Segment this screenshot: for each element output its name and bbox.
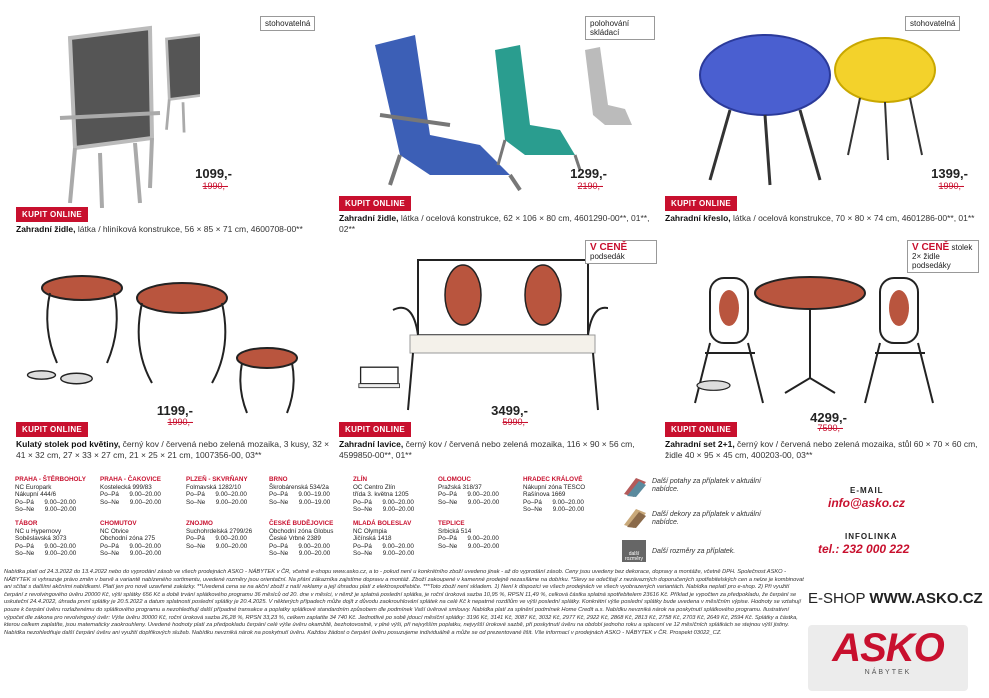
store-line: Kostelecká 999/83 [100, 483, 152, 491]
store-block [438, 520, 522, 550]
store-city: ČESKÉ BUDĚJOVICE [269, 520, 334, 527]
store-city: CHOMUTOV [100, 520, 137, 527]
store-line: So–Ne 9.00–20.00 [269, 550, 331, 557]
product-name: Zahradní židle, [339, 213, 399, 223]
store-block [186, 476, 270, 506]
eshop-link[interactable] [808, 590, 983, 607]
store-line: Nákupní 444/6 [15, 491, 56, 498]
store-line: So–Ne 9.00–20.00 [438, 542, 500, 550]
store-line: Nákupní zóna TESCO [523, 483, 586, 491]
logo-text: ASKO [832, 626, 944, 670]
store-line: třída 3. května 1205 [353, 491, 409, 498]
store-block [269, 520, 353, 558]
store-block [353, 520, 437, 558]
buy-online-button[interactable]: KUPIT ONLINE [339, 196, 411, 211]
store-line: Obchodní zóna Globus [269, 527, 334, 535]
product-description [339, 213, 651, 235]
tag-text: podsedák [590, 252, 625, 261]
store-line: Po–Pá 9.00–20.00 [353, 542, 414, 550]
product-name: Zahradní lavice, [339, 439, 404, 449]
store-block [438, 476, 522, 506]
decor-swatch-icon [622, 507, 648, 529]
store-city: ZLÍN [353, 476, 367, 483]
product-old-price: 5990,- [502, 417, 528, 427]
store-line: Škrobárenská 534/2a [269, 483, 329, 491]
store-city: MLADÁ BOLESLAV [353, 520, 412, 527]
fabric-swatch-icon [622, 476, 648, 498]
product-name: Zahradní set 2+1, [665, 439, 735, 449]
store-line: So–Ne 9.00–20.00 [523, 506, 585, 513]
phone-number[interactable]: tel.: 232 000 222 [818, 542, 910, 556]
store-line: So–Ne 9.00–20.00 [100, 498, 162, 506]
tag-included: V CENĚ [590, 242, 628, 253]
store-line: So–Ne 9.00–20.00 [15, 550, 77, 557]
sizes-icon: další rozměry [622, 540, 646, 562]
store-line: Obchodní zóna 275 [100, 535, 155, 542]
store-line: Po–Pá 9.00–20.00 [438, 535, 499, 542]
garden-bench-image [338, 250, 608, 420]
store-line: So–Ne 9.00–19.00 [269, 498, 331, 506]
product-name: Zahradní křeslo, [665, 213, 731, 223]
product-name: Kulatý stolek pod květiny, [16, 439, 121, 449]
store-line: NC Europark [15, 483, 52, 491]
store-line: So–Ne 9.00–20.00 [100, 550, 162, 557]
product-description [16, 439, 336, 461]
store-city: OLOMOUC [438, 476, 471, 483]
product-old-price: 2190,- [577, 181, 603, 191]
store-line: OC Centro Zlín [353, 483, 396, 491]
store-city: PLZEŇ - SKVRŇANY [186, 476, 248, 483]
store-line: Po–Pá 9.00–20.00 [186, 535, 247, 542]
product-spec: látka / hliníková konstrukce, 56 × 85 × 71 cm, 4600708-00** [75, 224, 303, 234]
store-line: Srbická 514 [438, 527, 472, 535]
garden-chair-gray-image [40, 18, 200, 208]
store-line: So–Ne 9.00–20.00 [353, 550, 415, 557]
product-spec: černý kov / červená nebo zelená mozaika, stůl 60 × 70 × 60 cm, židle 40 × 95 × 45 cm, 400203-00, 03** [665, 439, 978, 460]
product-old-price: 1990,- [167, 417, 193, 427]
store-line: Po–Pá 9.00–20.00 [100, 542, 161, 550]
product-spec: látka / ocelová konstrukce, 62 × 106 × 80 cm, 4601290-00**, 01**, 02** [339, 213, 650, 234]
product-price: 1399,- [931, 166, 968, 181]
product-description [339, 439, 659, 461]
product-description [665, 439, 980, 461]
product-tag [585, 240, 657, 264]
store-line: NC u Hypernovy [15, 527, 62, 535]
legend-sizes: Další rozměry za příplatek. [652, 548, 736, 555]
store-line: So–Ne 9.00–20.00 [438, 498, 500, 506]
store-line: České Vrbné 2389 [269, 535, 321, 542]
buy-online-button[interactable]: KUPIT ONLINE [16, 207, 88, 222]
tag-text: 2× židle podsedáky [912, 252, 951, 270]
product-spec: látka / ocelová konstrukce, 70 × 80 × 74 cm, 4601286-00**, 01** [730, 213, 975, 223]
tag-included: V CENĚ [912, 242, 950, 253]
store-line: So–Ne 9.00–20.00 [353, 506, 415, 513]
product-tag: stohovatelná [905, 16, 960, 31]
buy-online-button[interactable]: KUPIT ONLINE [16, 422, 88, 437]
legal-notice: Nabídka platí od 24.3.2022 do 13.4.2022 nebo do vyprodání zásob ve všech prodejnách ASKO - NÁBYTEK v ČR, včetně e-shopu www.asko.cz, a to - pokud není u konkrétního zboží uvedeno jinak - až do vyprodání zásob. Ceny jsou uvedeny bez dekorace, dopravy a montáže, včetně DPH. Společnost ASKO - NÁBYTEK si vyhrazuje právo změn v barvě a variantě nabízeného sortimentu, uvedené rozměry jsou orientační. Na přání zákazníka zajistíme dopravu a montáž. Zboží zakoupené v kamenné prodejně nezasíláme na dobírku. *Slevy se odečítají z nezávazných doporučených spotřebitelských cen a nelze je kombinovat ani sčítat s dalšími akčními nabídkami. Platí jen pro nově uzavřené zakázky. **Uvedená cena se na akční zboží z naší reklamy a její úhradou platí z elektrospotřebiče. ***Toto zboží není skladem. 1) Není k dispozici ve všech prodejnách ve všech vyobrazených variantách. Nabídka neplatí pro e-shop. 2) Při využití čerpání z revolvingového úvěru 20000 Kč, výši splátky 656 Kč a době trvání splátkového programu 36 měsíců od 20. dne v měsíci, v němž je splatná poslední splátka, je roční úroková sazba 10,95 %, RPSN 11,49 %, celková částka splatná spotřebitelem 23616 Kč. Příklad je vypočten za předpokladu, že čerpání se uskuteční 24.4.2022, úhrada první splátky je 20.5.2022 a datum splatnosti poslední splátky je 20.4.2025. V některých případech může dojít z důvodu zaokrouhlování splátek na celé Kč k nepatrné rozdílům ve výši poslední splátky. Konkrétní výše poslední splátky bude uvedena v měsíčním výpise. Hodnoty se vztahují pouze k čerpání úvěru rozlaženému do splátkového programu a nezohledňují další případné transakce a poplatky splátkové standardním způsobem dle podmínek Vaší úvěrové smlouvy. Nabídka platí za splnění podmínek Home Credit a.s. Nabídku nevzniká nárok na poskytnutí splátkového programu. Ilustrativní výpočet dle zákona pro revolvingový úvěr: Výše úvěru 30000 Kč, roční úroková sazba 26,28 %, RPSN 33,23 %, celkem zaplatíte 34 740 Kč. Jednotlivé po sobě jdoucí měsíční splátky: 3196 Kč, 3141 Kč, 3087 Kč, 3032 Kč, 2977 Kč, 2922 Kč, 2868 Kč, 2813 Kč, 2758 Kč, 2703 Kč, 2649 Kč, 2594 Kč. Splátky a částka, kterou celkem zaplatíte, jsou matematicky zaokrouhleny. Uvedené hodnoty platí za předpokladu čerpání celé výše úvěru okamžitě, bezhotovostně, v plné výši, při nejvyšším poplatku, nejvyšší úrokové sazbě, při poskytnutí úvěru na období jednoho roku a splacení ve 12 měsíčních splátkách se stejnou výší jistiny. Nabídka nezohledňuje další čerpání úvěru ani využití doplňkových služeb. Nabídku nevzniká nárok na poskytnutí úvěru. Každou žádost o čerpání úvěru posuzujeme individuálně a může se od prezentované lišit. Vše informací v prodejnách ASKO - NÁBYTEK v ČR. Prospekt 03022_CZ. [4, 569, 804, 636]
product-price: 1299,- [570, 166, 607, 181]
tag-extra: stolek [951, 243, 973, 252]
product-price: 3499,- [491, 403, 528, 418]
store-block [15, 520, 99, 558]
store-line: Po–Pá 9.00–20.00 [438, 491, 499, 498]
product-old-price: 1990,- [938, 181, 964, 191]
store-city: PRAHA - ŠTĚRBOHOLY [15, 476, 86, 483]
store-block [100, 476, 184, 506]
store-line: Po–Pá 9.00–20.00 [15, 542, 76, 550]
store-line: Jičínská 1418 [353, 535, 392, 542]
product-old-price: 1990,- [202, 181, 228, 191]
store-line: Po–Pá 9.00–19.00 [269, 491, 330, 498]
buy-online-button[interactable]: KUPIT ONLINE [665, 422, 737, 437]
store-block [353, 476, 437, 514]
eshop-url: WWW.ASKO.CZ [869, 590, 983, 607]
store-line: Pražská 318/37 [438, 483, 482, 491]
store-line: NC Otvice [100, 527, 129, 535]
phone-label: INFOLINKA [845, 532, 898, 541]
store-line: Rašínova 1669 [523, 491, 566, 498]
buy-online-button[interactable]: KUPIT ONLINE [339, 422, 411, 437]
product-tag: stohovatelná [260, 16, 315, 31]
eshop-label: E-SHOP [808, 590, 870, 607]
product-name: Zahradní židle, [16, 224, 76, 234]
store-line: Soběslavská 3073 [15, 535, 67, 542]
store-city: HRADEC KRÁLOVÉ [523, 476, 583, 483]
buy-online-button[interactable]: KUPIT ONLINE [665, 196, 737, 211]
product-price: 4299,- [810, 410, 847, 425]
store-line: Po–Pá 9.00–20.00 [186, 491, 247, 498]
store-block [15, 476, 99, 514]
store-line: Po–Pá 9.00–20.00 [523, 498, 584, 506]
product-price: 1199,- [156, 403, 193, 418]
store-line: NC Olympia [353, 527, 387, 535]
store-line: Po–Pá 9.00–20.00 [15, 498, 76, 506]
product-old-price: 7590,- [817, 423, 843, 433]
product-tag: polohování skládací [585, 16, 655, 40]
store-line: Po–Pá 9.00–20.00 [269, 542, 330, 550]
mosaic-plant-stand-image [12, 268, 312, 418]
product-description [665, 213, 980, 224]
asko-logo [808, 625, 968, 691]
store-line: Suchohrdelská 2799/26 [186, 527, 253, 535]
logo-subtext: NÁBYTEK [864, 669, 912, 676]
legend-decors: Další dekory za příplatek v aktuální nabídce. [652, 511, 761, 526]
product-tag [907, 240, 979, 273]
garden-set-image [665, 268, 955, 418]
store-city: PRAHA - ČAKOVICE [100, 476, 161, 483]
store-line: Po–Pá 9.00–20.00 [353, 498, 414, 506]
store-line: So–Ne 9.00–20.00 [186, 498, 248, 506]
product-description [16, 224, 336, 235]
store-city: TÁBOR [15, 520, 38, 527]
store-line: So–Ne 9.00–20.00 [15, 506, 77, 513]
store-block [186, 520, 270, 550]
store-block [269, 476, 353, 506]
product-spec: černý kov / červená nebo zelená mozaika, 116 × 90 × 56 cm, 4599850-00**, 01** [339, 439, 635, 460]
product-price: 1099,- [195, 166, 232, 181]
legend-fabrics: Další potahy za příplatek v aktuální nabídce. [652, 478, 761, 493]
store-line: So–Ne 9.00–20.00 [186, 542, 248, 550]
store-line: Folmavská 1282/10 [186, 483, 241, 491]
store-city: ZNOJMO [186, 520, 213, 527]
email-link[interactable]: info@asko.cz [828, 496, 906, 510]
email-label: E-MAIL [850, 486, 884, 495]
store-block [523, 476, 607, 514]
store-block [100, 520, 184, 558]
product-spec: černý kov / červená nebo zelená mozaika, 3 kusy, 32 × 41 × 32 cm, 27 × 33 × 27 cm, 21 × 25 × 21 cm, 1007356-00, 03** [16, 439, 330, 460]
store-city: BRNO [269, 476, 288, 483]
store-line: Po–Pá 9.00–20.00 [100, 491, 161, 498]
store-city: TEPLICE [438, 520, 465, 527]
